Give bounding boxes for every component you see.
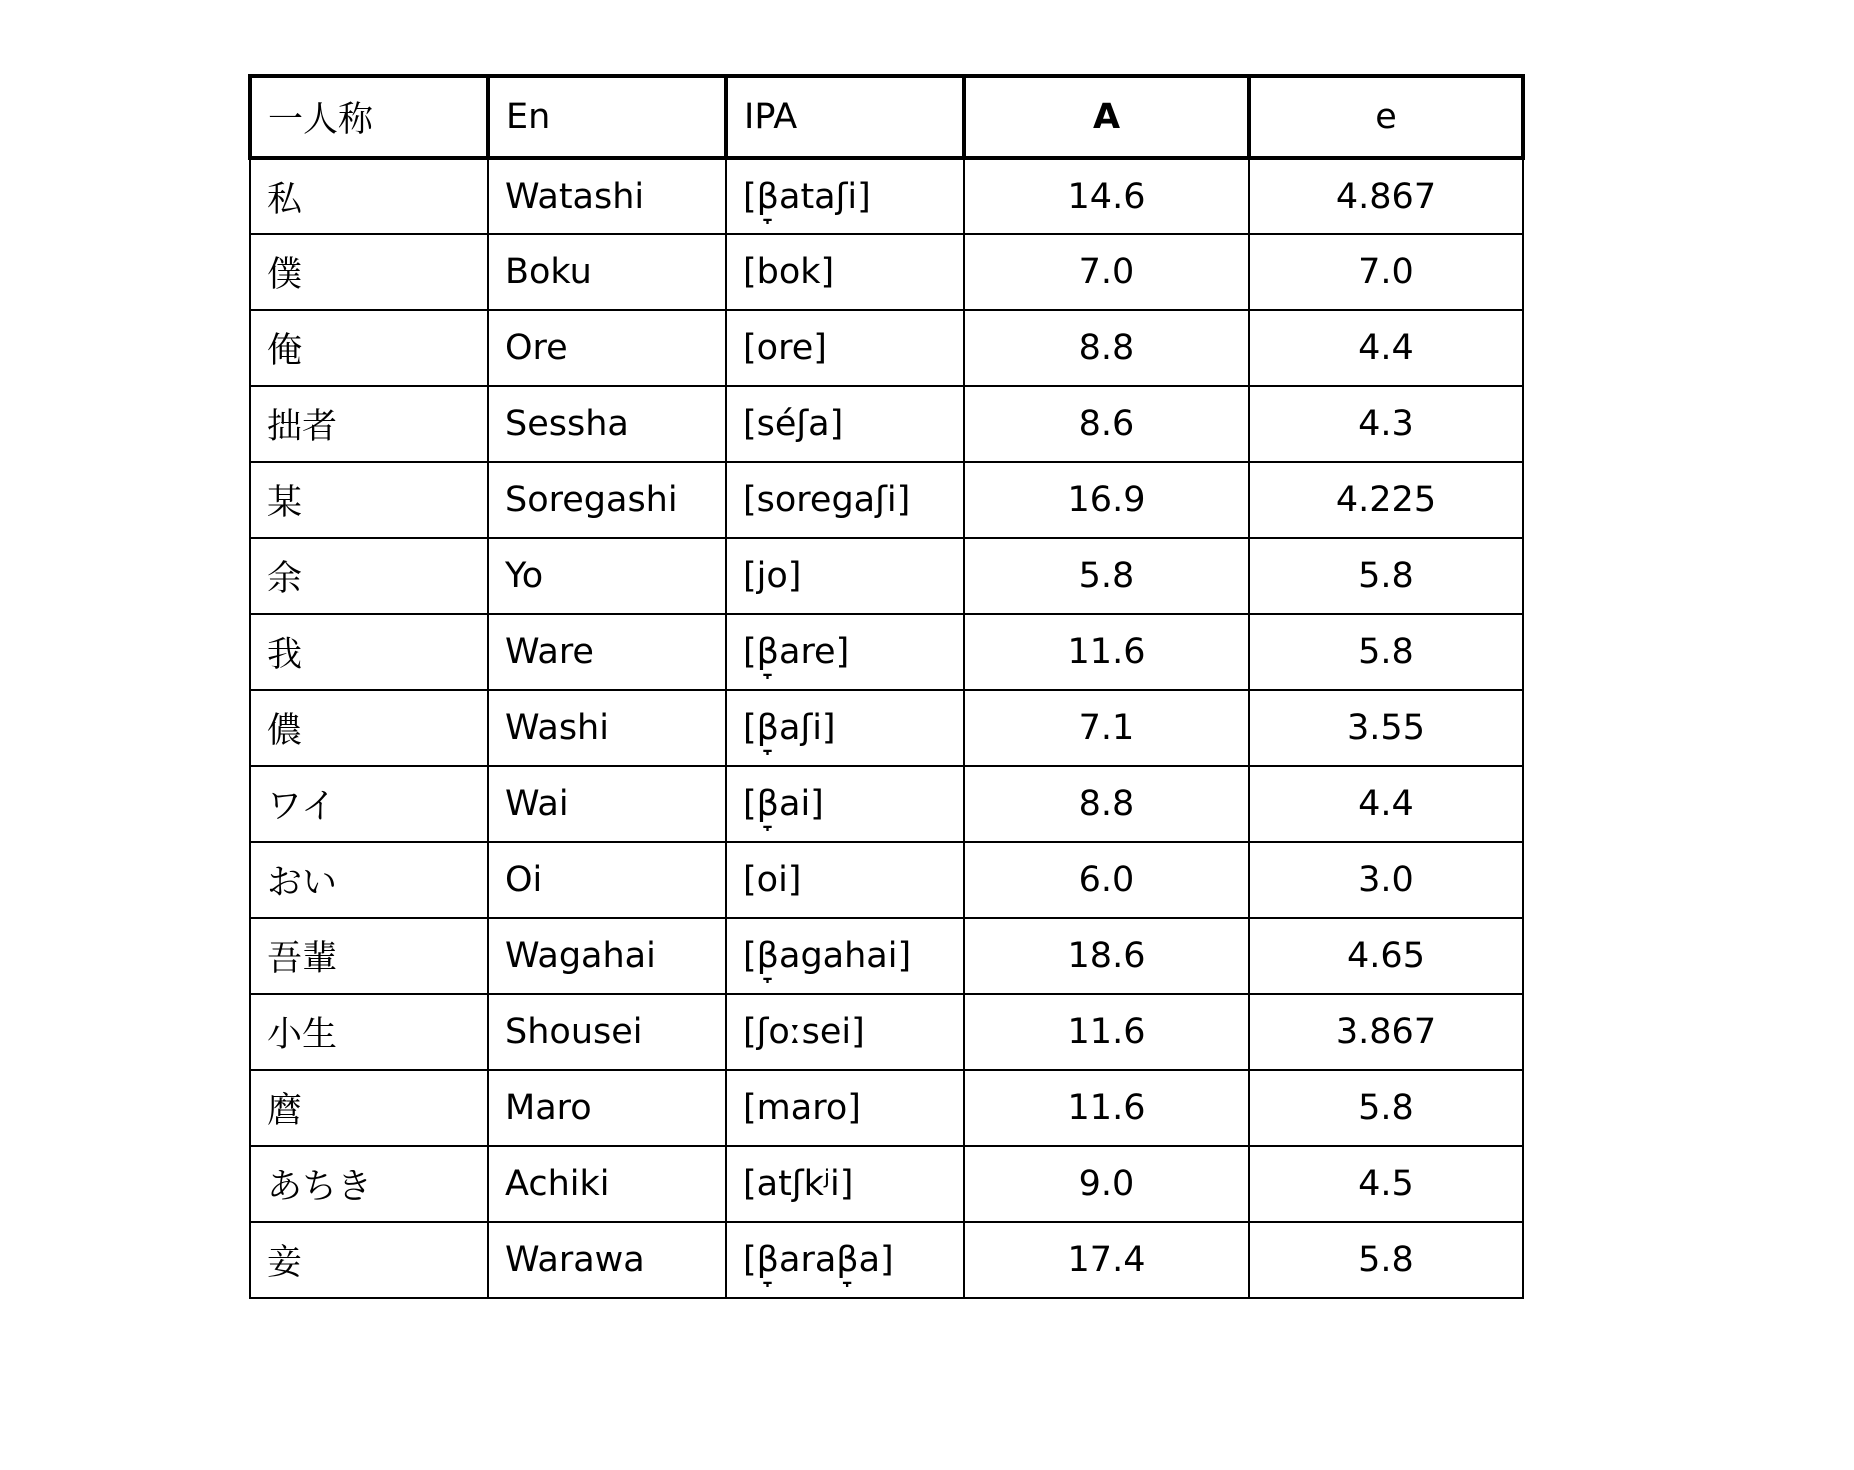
table-row <box>250 918 1523 994</box>
cell-ipa: [β̞araβ̞a] <box>726 1222 964 1298</box>
cell-ipa: [bok] <box>726 234 964 310</box>
header-en: En <box>488 76 726 158</box>
cell-e: 7.0 <box>1249 234 1523 310</box>
cell-ipa: [β̞ai] <box>726 766 964 842</box>
cell-e: 5.8 <box>1249 1222 1523 1298</box>
cell-a: 8.8 <box>964 766 1249 842</box>
cell-ipa: [β̞ataʃi] <box>726 158 964 234</box>
cell-ipa: [maro] <box>726 1070 964 1146</box>
cell-en: Washi <box>488 690 726 766</box>
table-row <box>250 310 1523 386</box>
cell-en: Sessha <box>488 386 726 462</box>
cell-ipa: [séʃa] <box>726 386 964 462</box>
cell-first-person: 麿 <box>250 1070 488 1146</box>
cell-en: Wagahai <box>488 918 726 994</box>
cell-a: 8.6 <box>964 386 1249 462</box>
cell-ipa: [soregaʃi] <box>726 462 964 538</box>
header-a: A <box>964 76 1249 158</box>
cell-first-person: 妾 <box>250 1222 488 1298</box>
cell-e: 5.8 <box>1249 1070 1523 1146</box>
cell-a: 17.4 <box>964 1222 1249 1298</box>
cell-e: 3.0 <box>1249 842 1523 918</box>
cell-first-person: 我 <box>250 614 488 690</box>
cell-en: Maro <box>488 1070 726 1146</box>
cell-en: Yo <box>488 538 726 614</box>
table-row <box>250 386 1523 462</box>
cell-ipa: [ʃoːsei] <box>726 994 964 1070</box>
cell-ipa: [β̞aʃi] <box>726 690 964 766</box>
cell-a: 5.8 <box>964 538 1249 614</box>
table-row <box>250 994 1523 1070</box>
header-first-person: 一人称 <box>250 76 488 158</box>
cell-en: Oi <box>488 842 726 918</box>
table-row <box>250 1070 1523 1146</box>
cell-e: 3.55 <box>1249 690 1523 766</box>
table-body <box>250 158 1523 1298</box>
table-row <box>250 1222 1523 1298</box>
table-row <box>250 690 1523 766</box>
header-e: e <box>1249 76 1523 158</box>
cell-first-person: 吾輩 <box>250 918 488 994</box>
table-row <box>250 614 1523 690</box>
cell-a: 7.0 <box>964 234 1249 310</box>
cell-e: 3.867 <box>1249 994 1523 1070</box>
cell-first-person: 拙者 <box>250 386 488 462</box>
cell-e: 4.65 <box>1249 918 1523 994</box>
cell-a: 18.6 <box>964 918 1249 994</box>
cell-a: 11.6 <box>964 994 1249 1070</box>
cell-e: 4.867 <box>1249 158 1523 234</box>
cell-en: Shousei <box>488 994 726 1070</box>
cell-first-person: 儂 <box>250 690 488 766</box>
table-row <box>250 462 1523 538</box>
cell-e: 4.225 <box>1249 462 1523 538</box>
cell-ipa: [jo] <box>726 538 964 614</box>
cell-en: Boku <box>488 234 726 310</box>
cell-e: 5.8 <box>1249 614 1523 690</box>
cell-a: 9.0 <box>964 1146 1249 1222</box>
cell-ipa: [β̞agahai] <box>726 918 964 994</box>
cell-e: 4.3 <box>1249 386 1523 462</box>
table-row <box>250 1146 1523 1222</box>
header-row <box>250 76 1523 158</box>
cell-a: 14.6 <box>964 158 1249 234</box>
cell-first-person: 余 <box>250 538 488 614</box>
cell-en: Achiki <box>488 1146 726 1222</box>
table-row <box>250 234 1523 310</box>
cell-e: 4.5 <box>1249 1146 1523 1222</box>
cell-first-person: 僕 <box>250 234 488 310</box>
pronoun-table <box>248 74 1525 1299</box>
cell-a: 8.8 <box>964 310 1249 386</box>
cell-first-person: おい <box>250 842 488 918</box>
cell-a: 6.0 <box>964 842 1249 918</box>
cell-en: Warawa <box>488 1222 726 1298</box>
cell-ipa: [atʃkʲi] <box>726 1146 964 1222</box>
cell-e: 4.4 <box>1249 766 1523 842</box>
cell-first-person: 小生 <box>250 994 488 1070</box>
table-header <box>250 76 1523 158</box>
header-ipa: IPA <box>726 76 964 158</box>
cell-a: 11.6 <box>964 1070 1249 1146</box>
cell-a: 7.1 <box>964 690 1249 766</box>
cell-e: 5.8 <box>1249 538 1523 614</box>
cell-first-person: 私 <box>250 158 488 234</box>
table-row <box>250 538 1523 614</box>
cell-first-person: ワイ <box>250 766 488 842</box>
cell-en: Wai <box>488 766 726 842</box>
cell-en: Ware <box>488 614 726 690</box>
cell-a: 16.9 <box>964 462 1249 538</box>
cell-e: 4.4 <box>1249 310 1523 386</box>
cell-a: 11.6 <box>964 614 1249 690</box>
cell-en: Ore <box>488 310 726 386</box>
cell-ipa: [β̞are] <box>726 614 964 690</box>
cell-ipa: [oi] <box>726 842 964 918</box>
cell-ipa: [ore] <box>726 310 964 386</box>
table-row <box>250 766 1523 842</box>
cell-en: Watashi <box>488 158 726 234</box>
cell-first-person: あちき <box>250 1146 488 1222</box>
cell-first-person: 某 <box>250 462 488 538</box>
cell-en: Soregashi <box>488 462 726 538</box>
cell-first-person: 俺 <box>250 310 488 386</box>
table-row <box>250 158 1523 234</box>
table-row <box>250 842 1523 918</box>
